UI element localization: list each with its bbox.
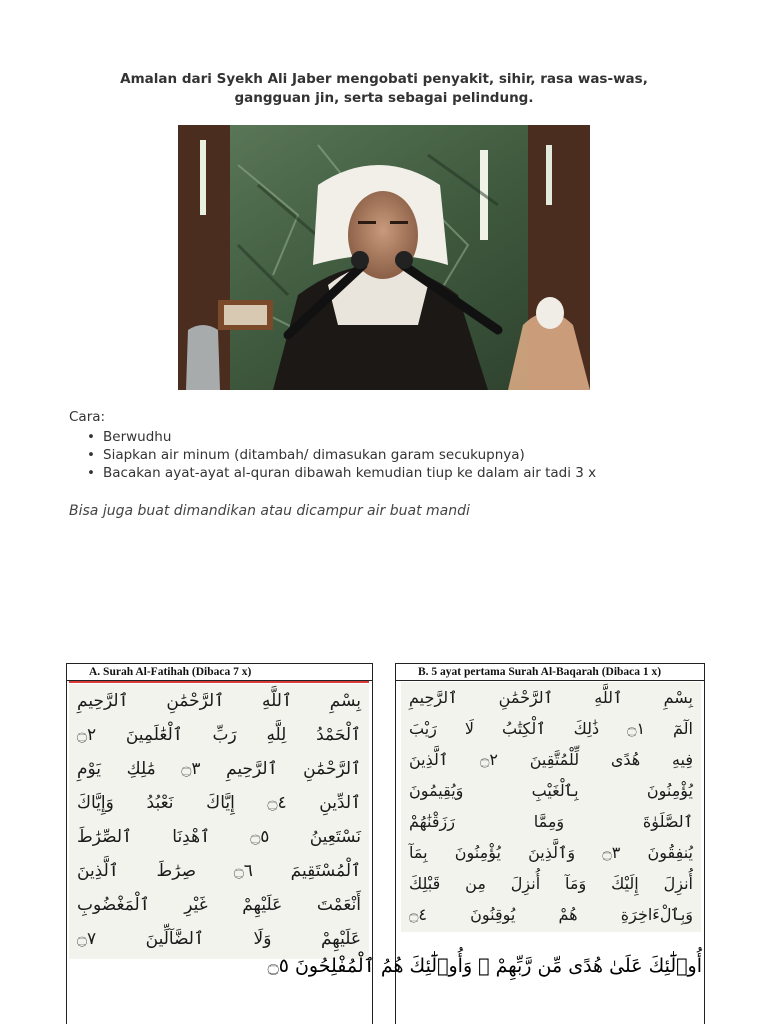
arabic-line: الٓمٓ ۝١ ذَٰلِكَ ٱلْكِتَٰبُ لَا رَيْبَ: [409, 719, 694, 738]
panel-header: B. 5 ayat pertama Surah Al-Baqarah (Dibaca 1 x): [396, 664, 704, 681]
title-line-2: gangguan jin, serta sebagai pelindung.: [234, 90, 534, 106]
arabic-line: ٱلْمُسْتَقِيمَ ۝٦ صِرَٰطَ ٱلَّذِينَ: [77, 861, 361, 881]
arabic-line: ٱلرَّحْمَٰنِ ٱلرَّحِيمِ ۝٣ مَٰلِكِ يَوْمِ: [77, 759, 361, 779]
arabic-line: ٱلصَّلَوٰةَ وَمِمَّا رَزَقْنَٰهُمْ: [409, 812, 693, 831]
arabic-line: أُنزِلَ إِلَيْكَ وَمَآ أُنزِلَ مِن قَبْلِكَ: [409, 874, 693, 893]
speaker-photo: [178, 125, 590, 390]
arabic-text-block: [69, 684, 369, 959]
arabic-line: وَبِٱلْءَاخِرَةِ هُمْ يُوقِنُونَ ۝٤: [409, 905, 693, 924]
panel-header: A. Surah Al-Fatihah (Dibaca 7 x): [67, 664, 372, 681]
speaker-photo-illustration: [178, 125, 590, 390]
steps-list: [87, 428, 596, 482]
arabic-line: أَنْعَمْتَ عَلَيْهِمْ غَيْرِ ٱلْمَغْضُوبِ: [77, 895, 361, 915]
arabic-line: بِسْمِ ٱللَّهِ ٱلرَّحْمَٰنِ ٱلرَّحِيمِ: [77, 691, 361, 711]
list-item: • Bacakan ayat-ayat al-quran dibawah kemudian tiup ke dalam air tadi 3 x: [87, 464, 596, 482]
list-item: • Siapkan air minum (ditambah/ dimasukan garam secukupnya): [87, 446, 596, 464]
arabic-verse-5: أُو۟لَٰٓئِكَ عَلَىٰ هُدًى مِّن رَّبِّهِمْ ۖ وَأُو۟لَٰٓئِكَ هُمُ ٱلْمُفْلِحُونَ ۝٥: [267, 955, 702, 977]
arabic-line: عَلَيْهِمْ وَلَا ٱلضَّآلِّينَ ۝٧: [77, 929, 361, 949]
arabic-line: ٱلدِّينِ ۝٤ إِيَّاكَ نَعْبُدُ وَإِيَّاكَ: [77, 793, 361, 813]
arabic-line: ٱلْحَمْدُ لِلَّهِ رَبِّ ٱلْعَٰلَمِينَ ۝٢: [77, 725, 361, 745]
arabic-line: يُنفِقُونَ ۝٣ وَٱلَّذِينَ يُؤْمِنُونَ بِمَآ: [409, 843, 693, 862]
arabic-line: فِيهِ هُدًى لِّلْمُتَّقِينَ ۝٢ ٱلَّذِينَ: [409, 750, 693, 769]
page-title: [70, 70, 698, 108]
list-item: • Berwudhu: [87, 428, 596, 446]
arabic-line: يُؤْمِنُونَ بِٱلْغَيْبِ وَيُقِيمُونَ: [409, 781, 693, 800]
title-line-1: Amalan dari Syekh Ali Jaber mengobati penyakit, sihir, rasa was-was,: [120, 71, 648, 87]
arabic-line: بِسْمِ ٱللَّهِ ٱلرَّحْمَٰنِ ٱلرَّحِيمِ: [409, 688, 693, 707]
arabic-text-block: [401, 682, 701, 932]
arabic-line: نَسْتَعِينُ ۝٥ ٱهْدِنَا ٱلصِّرَٰطَ: [77, 827, 362, 847]
method-label: Cara:: [69, 409, 106, 425]
divider: [69, 681, 369, 683]
note-text: Bisa juga buat dimandikan atau dicampur air buat mandi: [69, 503, 470, 519]
surah-al-baqarah-panel: [267, 663, 705, 1024]
